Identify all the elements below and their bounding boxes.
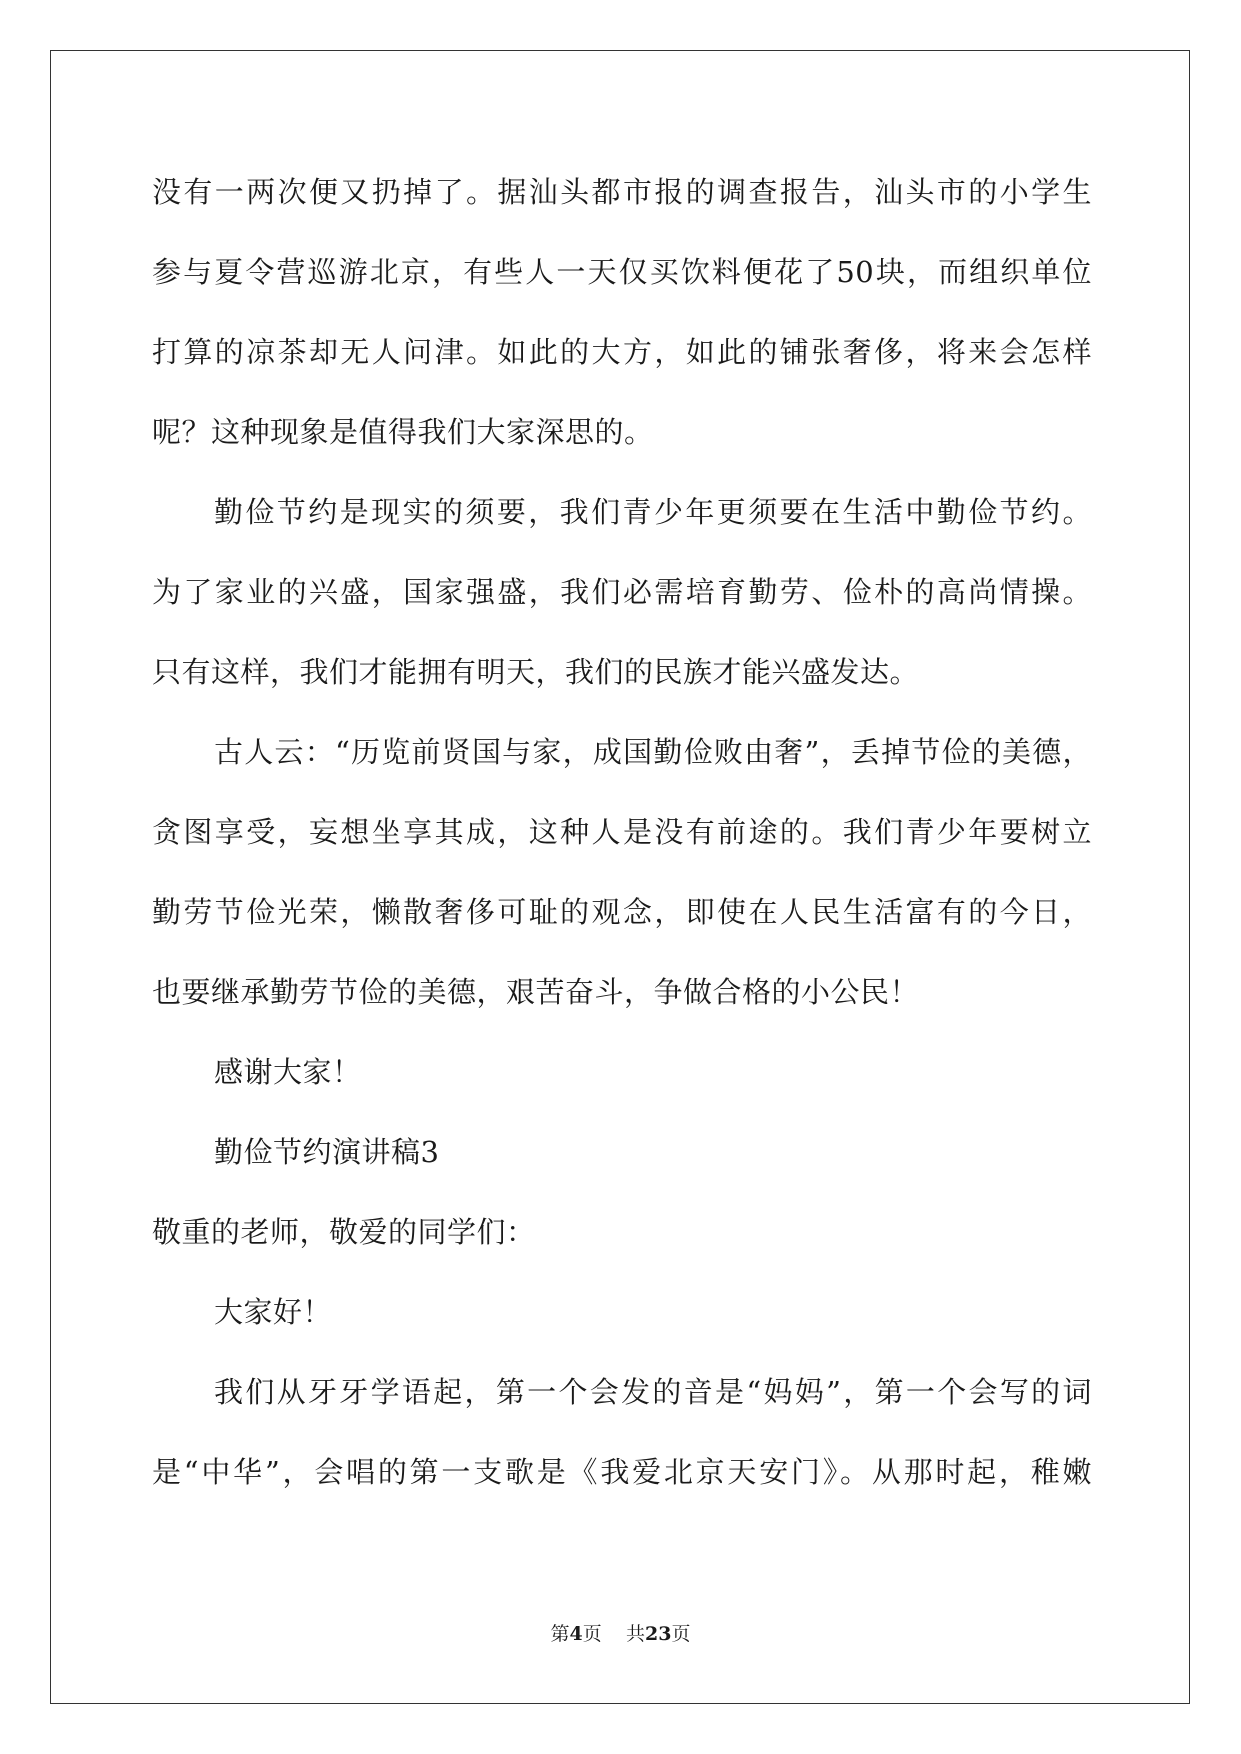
text-line-16: 我们从牙牙学语起，第一个会发的音是“妈妈”，第一个会写的词 (214, 1375, 1092, 1409)
text-line-4: 呢？这种现象是值得我们大家深思的。 (152, 415, 654, 449)
text-line-9: 贪图享受，妄想坐享其成，这种人是没有前途的。我们青少年要树立 (152, 815, 1092, 849)
text-line-10: 勤劳节俭光荣，懒散奢侈可耻的观念，即使在人民生活富有的今日， (152, 895, 1092, 929)
text-line-17: 是“中华”，会唱的第一支歌是《我爱北京天安门》。从那时起，稚嫩 (152, 1455, 1092, 1489)
text-line-1: 没有一两次便又扔掉了。据汕头都市报的调查报告，汕头市的小学生 (152, 175, 1092, 209)
text-line-11: 也要继承勤劳节俭的美德，艰苦奋斗，争做合格的小公民！ (152, 975, 920, 1009)
text-line-8: 古人云：“历览前贤国与家，成国勤俭败由奢”，丢掉节俭的美德， (214, 735, 1092, 769)
text-line-5: 勤俭节约是现实的须要，我们青少年更须要在生活中勤俭节约。 (214, 495, 1092, 529)
text-line-7: 只有这样，我们才能拥有明天，我们的民族才能兴盛发达。 (152, 655, 920, 689)
page-footer (0, 1622, 1241, 1646)
section-heading: 勤俭节约演讲稿3 (214, 1135, 440, 1169)
text-line-2: 参与夏令营巡游北京，有些人一天仅买饮料便花了50块，而组织单位 (152, 255, 1092, 289)
footer-total-prefix: 共 (625, 1623, 645, 1645)
footer-page-word: 页 (582, 1623, 602, 1645)
text-line-12: 感谢大家！ (214, 1055, 362, 1089)
text-line-6: 为了家业的兴盛，国家强盛，我们必需培育勤劳、俭朴的高尚情操。 (152, 575, 1092, 609)
text-line-3: 打算的凉茶却无人问津。如此的大方，如此的铺张奢侈，将来会怎样 (152, 335, 1092, 369)
footer-total-suffix: 页 (671, 1623, 691, 1645)
total-pages-number: 23 (644, 1623, 672, 1645)
footer-prefix: 第 (550, 1623, 570, 1645)
greeting: 大家好！ (214, 1295, 333, 1329)
current-page-number: 4 (569, 1623, 583, 1645)
salutation: 敬重的老师，敬爱的同学们： (152, 1215, 536, 1249)
